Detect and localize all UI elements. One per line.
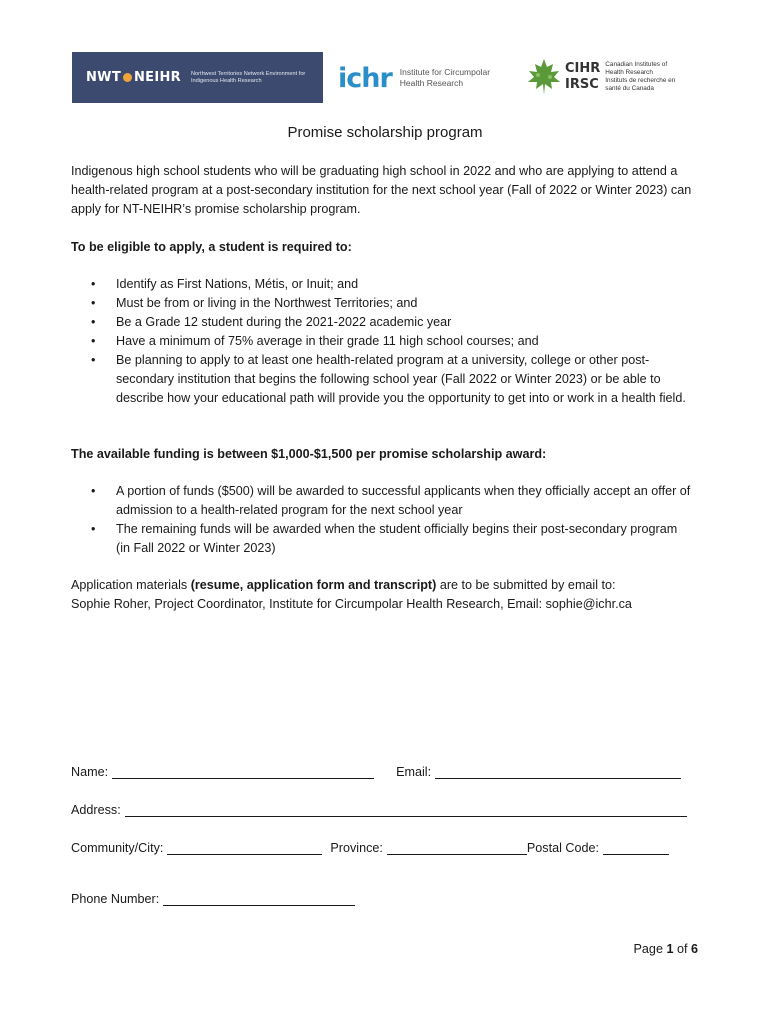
nwt-wordmark-left: NWT	[86, 70, 121, 85]
cihr-acronym-fr: IRSC	[565, 77, 599, 92]
application-paragraph	[71, 576, 693, 614]
intro-paragraph: Indigenous high school students who will be graduating high school in 2022 and who are applying to attend a health-related program at a post-secondary institution for the next school year (Fall of 2022 or Winter 2023) can apply for NT-NEIHR’s promise scholarship program.	[71, 164, 692, 216]
name-email-row	[71, 764, 681, 779]
ichr-logo	[338, 56, 510, 100]
province-label: Province:	[330, 841, 383, 855]
page-of-word: of	[673, 942, 691, 956]
ichr-subtitle: Institute for Circumpolar Health Research	[399, 67, 491, 88]
cihr-acronym-en: CIHR	[565, 61, 601, 76]
maple-leaf-icon	[526, 57, 562, 97]
ichr-wordmark: ichr	[338, 62, 392, 94]
postal-code-label: Postal Code:	[526, 841, 599, 855]
cihr-names	[605, 61, 685, 93]
name-label: Name:	[71, 765, 109, 779]
list-item: • Must be from or living in the Northwest Territories; and	[71, 294, 693, 313]
province-field[interactable]	[387, 840, 527, 855]
page-current: 1	[666, 942, 674, 956]
email-label: Email:	[396, 765, 432, 779]
list-item: • Have a minimum of 75% average in their grade 11 high school courses; and	[71, 332, 693, 351]
document-title: Promise scholarship program	[287, 124, 483, 141]
postal-code-field[interactable]	[603, 840, 669, 855]
cihr-acronyms	[565, 61, 600, 93]
email-field[interactable]	[435, 764, 681, 779]
address-row	[71, 802, 687, 817]
city-label: Community/City:	[71, 841, 164, 855]
phone-field[interactable]	[163, 891, 355, 906]
list-item: • The remaining funds will be awarded when the student officially begins their post-secondary program (in Fall 2022 or Winter 2023)	[71, 520, 693, 558]
sun-dot-icon	[123, 73, 132, 82]
logo-banner	[72, 52, 692, 104]
list-item: • A portion of funds ($500) will be awarded to successful applicants when they officially accept an offer of admission to a health-related program for the next school year	[71, 482, 693, 520]
city-field[interactable]	[167, 840, 322, 855]
page-word: Page	[633, 942, 667, 956]
eligibility-heading: To be eligible to apply, a student is required to:	[71, 240, 352, 254]
phone-label: Phone Number:	[71, 892, 160, 906]
funding-heading: The available funding is between $1,000-$1,500 per promise scholarship award:	[71, 447, 547, 461]
funding-list	[71, 482, 693, 558]
location-row	[71, 840, 669, 855]
application-materials: (resume, application form and transcript)	[190, 578, 437, 592]
application-lead: Application materials	[71, 578, 191, 592]
list-item: • Be a Grade 12 student during the 2021-2022 academic year	[71, 313, 693, 332]
address-field[interactable]	[125, 802, 687, 817]
cihr-name-fr: Instituts de recherche en santé du Canada	[605, 77, 676, 92]
nwt-neihr-subtitle: Northwest Territories Network Environment for Indigenous Health Research	[191, 70, 306, 84]
list-item: • Be planning to apply to at least one health-related program at a university, college or other post-secondary institution that begins the following school year (Fall 2022 or Winter 2023) or be able to describe how your educational path will provide you the opportunity to get into or work in a health field.	[71, 351, 693, 408]
nwt-neihr-logo	[72, 52, 323, 103]
phone-row	[71, 891, 355, 906]
application-tail: are to be submitted by email to:	[436, 578, 616, 592]
page-number	[634, 942, 698, 956]
eligibility-list	[71, 275, 693, 408]
cihr-logo	[526, 54, 685, 100]
nwt-neihr-wordmark	[86, 70, 181, 85]
cihr-name-en: Canadian Institutes of Health Research	[605, 61, 668, 76]
application-contact: Sophie Roher, Project Coordinator, Institute for Circumpolar Health Research, Email: sophie@ichr.ca	[71, 597, 632, 611]
address-label: Address:	[71, 803, 121, 817]
list-item: • Identify as First Nations, Métis, or Inuit; and	[71, 275, 693, 294]
nwt-wordmark-right: NEIHR	[134, 70, 181, 85]
name-field[interactable]	[112, 764, 374, 779]
page-total: 6	[690, 942, 698, 956]
